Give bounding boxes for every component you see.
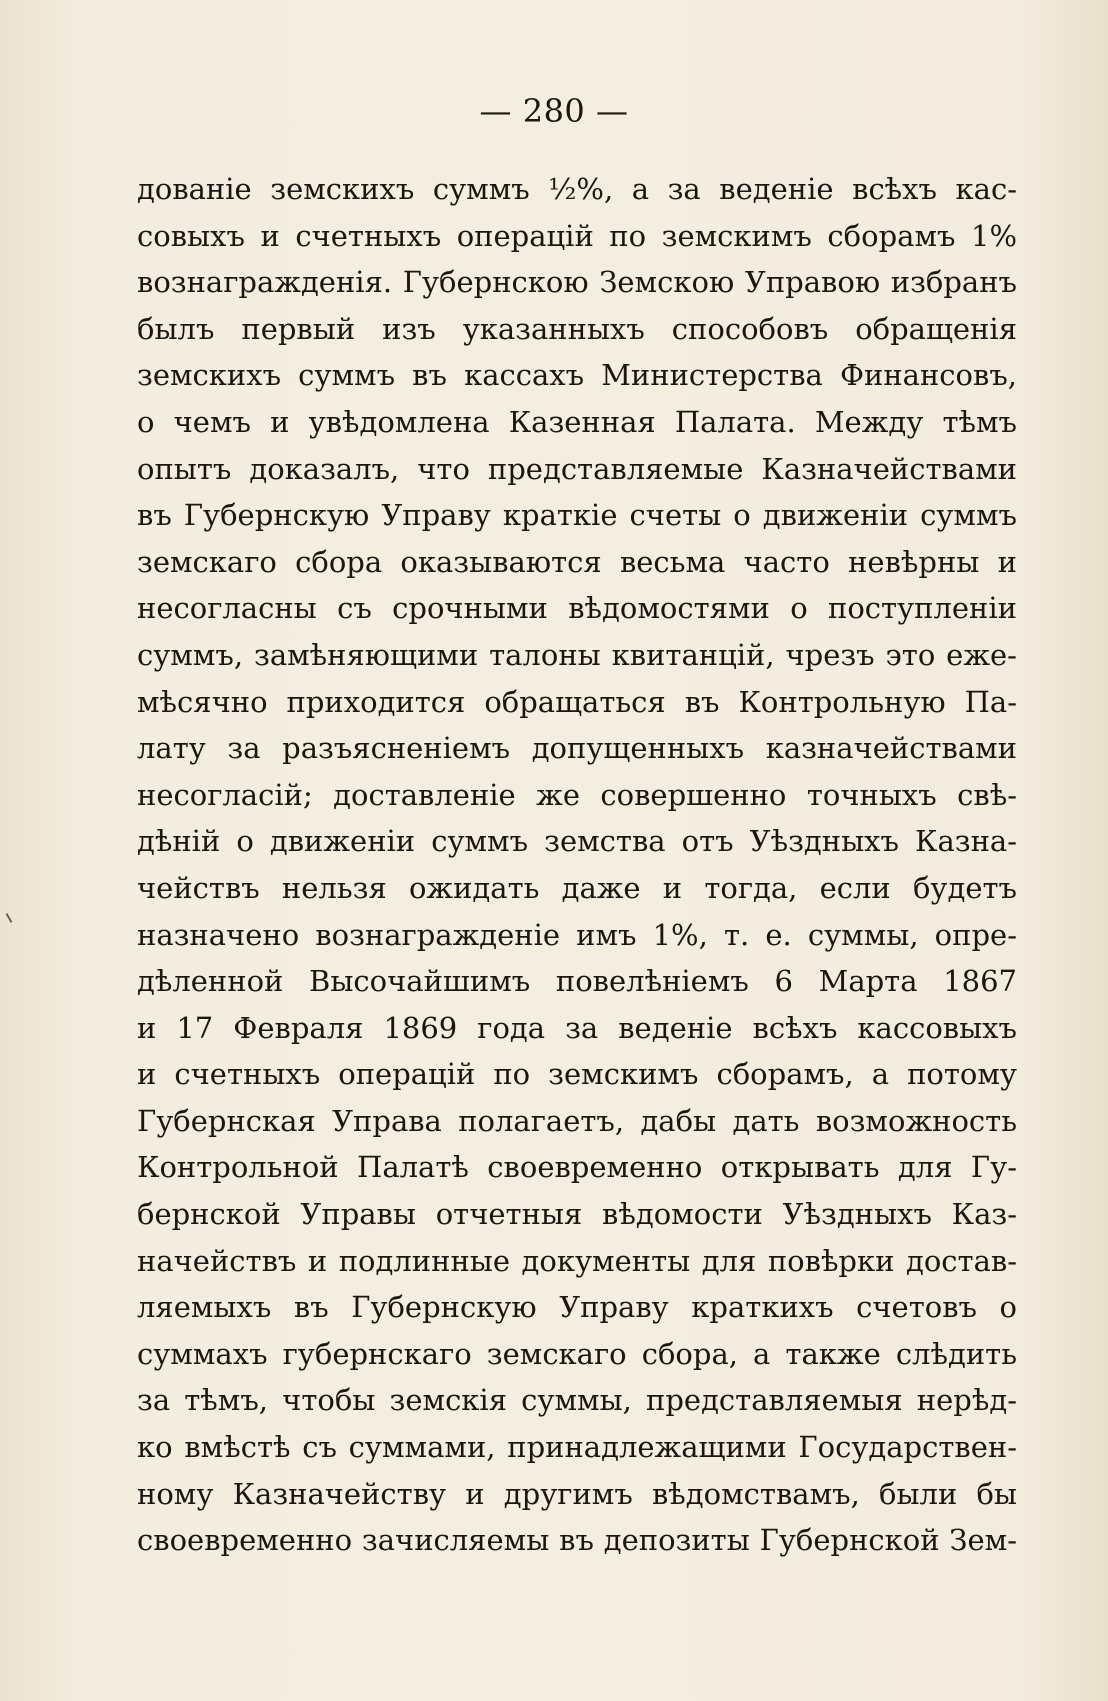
- text-line: ному Казначейству и другимъ вѣдомствамъ, были бы: [137, 1476, 1017, 1511]
- text-line: вознагражденія. Губернскою Земскою Управою избранъ: [137, 265, 1017, 300]
- text-line: земскаго сбора оказываются весьма часто невѣрны и: [137, 544, 1017, 579]
- text-line: чействъ нельзя ожидать даже и тогда, если будетъ: [137, 870, 1017, 905]
- text-line: о чемъ и увѣдомлена Казенная Палата. Между тѣмъ: [137, 404, 1017, 439]
- text-line: назначено вознагражденіе имъ 1%, т. е. суммы, опре-: [137, 917, 1017, 952]
- text-line: дованіе земскихъ суммъ ½%, а за веденіе всѣхъ кас-: [137, 172, 1017, 206]
- text-line: за тѣмъ, чтобы земскія суммы, представляемыя нерѣд-: [137, 1383, 1017, 1418]
- text-line: и счетныхъ операцій по земскимъ сборамъ, а потому: [137, 1057, 1017, 1092]
- text-line: въ Губернскую Управу краткіе счеты о движеніи суммъ: [137, 498, 1017, 533]
- text-line: дѣній о движеніи суммъ земства отъ Уѣздныхъ Казна-: [137, 824, 1017, 859]
- text-line: несогласны съ срочными вѣдомостями о поступленіи: [137, 591, 1017, 626]
- text-line: былъ первый изъ указанныхъ способовъ обращенія: [137, 311, 1017, 346]
- margin-mark: [6, 913, 13, 923]
- text-line: суммахъ губернскаго земскаго сбора, а также слѣдить: [137, 1336, 1017, 1371]
- text-line: своевременно зачисляемы въ депозиты Губернской Зем-: [137, 1523, 1017, 1558]
- text-line: бернской Управы отчетныя вѣдомости Уѣздныхъ Каз-: [137, 1197, 1017, 1232]
- text-line: суммъ, замѣняющими талоны квитанцій, чрезъ это еже-: [137, 637, 1017, 672]
- text-line: мѣсячно приходится обращаться въ Контрольную Па-: [137, 684, 1017, 719]
- text-line: и 17 Февраля 1869 года за веденіе всѣхъ кассовыхъ: [137, 1010, 1017, 1045]
- text-line: начействъ и подлинные документы для повѣрки достав-: [137, 1243, 1017, 1278]
- page-number: — 280 —: [479, 92, 629, 130]
- body-text: [137, 166, 1017, 1564]
- text-line: лату за разъясненіемъ допущенныхъ казначействами: [137, 731, 1017, 766]
- text-line: Контрольной Палатѣ своевременно открывать для Гу-: [137, 1150, 1017, 1185]
- text-line: опытъ доказалъ, что представляемые Казначействами: [137, 451, 1017, 486]
- text-line: несогласій; доставленіе же совершенно точныхъ свѣ-: [137, 777, 1017, 812]
- text-line: ко вмѣстѣ съ суммами, принадлежащими Государствен-: [137, 1430, 1017, 1465]
- text-line: Губернская Управа полагаетъ, дабы дать возможность: [137, 1103, 1017, 1138]
- text-line: ляемыхъ въ Губернскую Управу краткихъ счетовъ о: [137, 1290, 1017, 1325]
- text-line: дѣленной Высочайшимъ повелѣніемъ 6 Марта 1867: [137, 964, 1017, 999]
- text-line: совыхъ и счетныхъ операцій по земскимъ сборамъ 1%: [137, 218, 1017, 253]
- text-line: земскихъ суммъ въ кассахъ Министерства Финансовъ,: [137, 358, 1017, 393]
